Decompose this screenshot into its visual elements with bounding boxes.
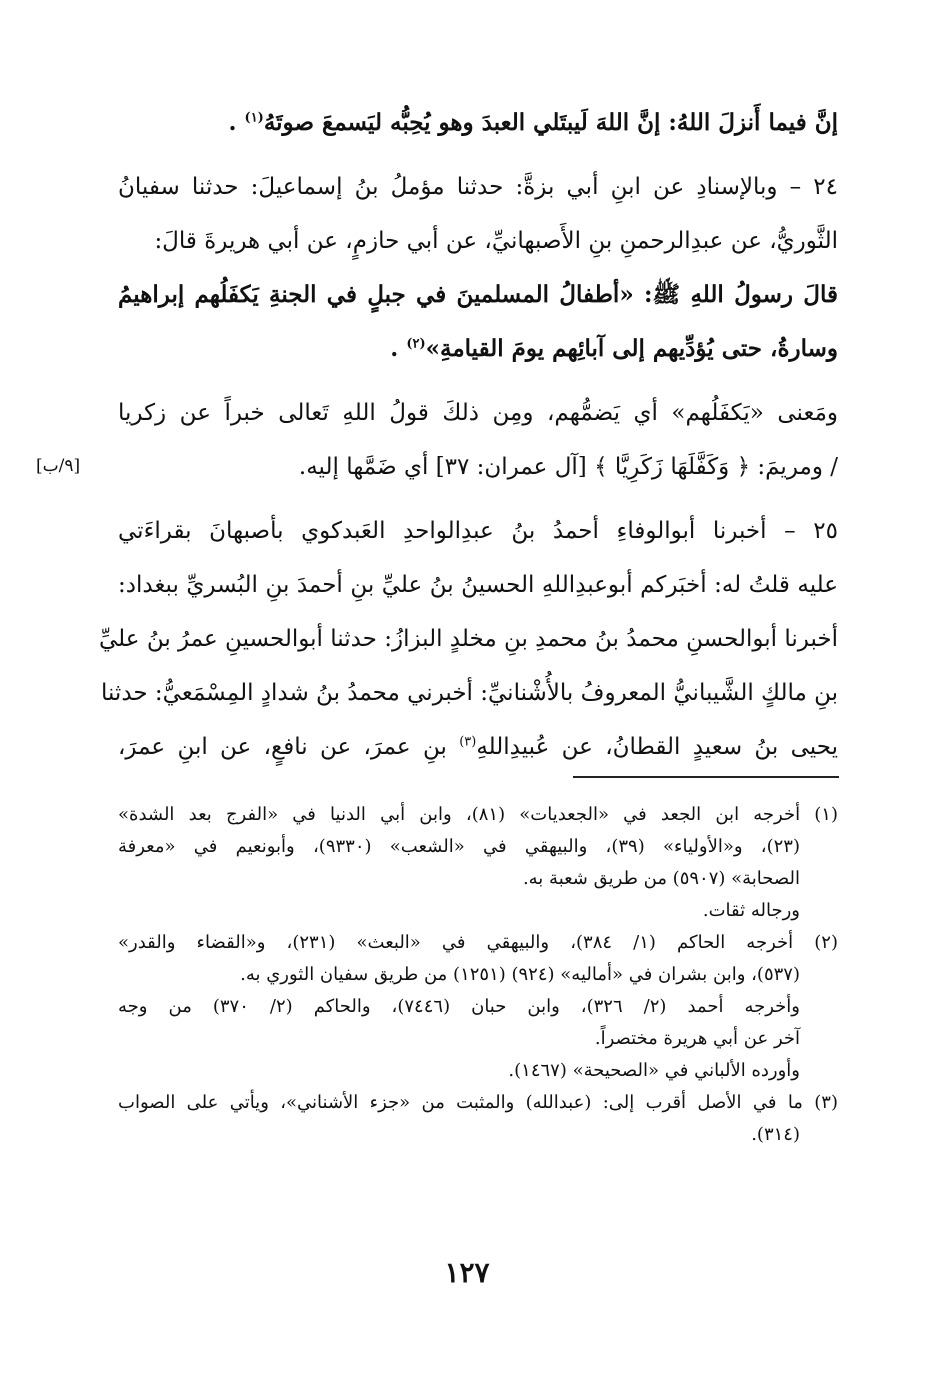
footnote-line: وأورده الألباني في «الصحيحة» (١٤٦٧). (508, 1060, 800, 1081)
footnote-line: (٢٣)، و«الأولياء» (٣٩)، والبيهقي في «الشعب» (٩٣٣٠)، وأبونعيم في «معرفة (118, 836, 800, 857)
text-line-8: ٢٥ – أخبرنا أبوالوفاءِ أحمدُ بنُ عبدِالواحدِ العَبدكوي بأصبهانَ بقراءَتي (118, 518, 838, 544)
text-line-10: أخبرنا أبوالحسنِ محمدُ بنُ محمدِ بنِ مخلدٍ البزازُ: حدثنا أبوالحسينِ عمرُ بنُ عليِّ (99, 626, 838, 652)
line-text: يحيى بنُ سعيدٍ القطانُ، عن عُبيدِاللهِ (476, 734, 838, 760)
text-line-5 (118, 322, 838, 376)
footnote-line: (٣) ما في الأصل أقرب إلى: (عبدالله) والمثبت من «جزء الأشناني»، ويأتي على الصواب (118, 1092, 838, 1113)
line-text: إنَّ فيما أَنزلَ اللهُ: إنَّ اللهَ لَيبتَلي العبدَ وهو يُحِبُّه ليَسمعَ صوتَهُ (263, 109, 838, 136)
text-line-6: ومَعنى «يَكفَلُهم» أي يَضمُّهم، ومِن ذلكَ قولُ اللهِ تَعالى خبراً عن زكريا (118, 400, 838, 426)
manuscript-folio-note: [٩/ب] (36, 456, 81, 476)
footnotes (118, 799, 838, 1151)
text-line-3: الثَّوريُّ، عن عبدِالرحمنِ بنِ الأَصبهانيِّ، عن أبي حازمٍ، عن أبي هريرةَ قالَ: (154, 228, 838, 254)
footnote-line: (٢) أخرجه الحاكم (١/ ٣٨٤)، والبيهقي في «البعث» (٢٣١)، و«القضاء والقدر» (118, 932, 838, 953)
text-line-12 (118, 720, 838, 774)
sentence-end: . (390, 335, 399, 362)
text-line-4: قالَ رسولُ اللهِ ﷺ: «أطفالُ المسلمينَ في جبلٍ في الجنةِ يَكفَلُهم إبراهيمُ (118, 281, 838, 308)
sentence-end: . (228, 109, 237, 136)
footnote-line: آخر عن أبي هريرة مختصراً. (594, 1028, 800, 1049)
footnote-ref-1: (١) (244, 110, 264, 126)
footnote-line: وأخرجه أحمد (٢/ ٣٢٦)، وابن حبان (٧٤٤٦)، والحاكم (٢/ ٣٧٠) من وجه (118, 996, 800, 1017)
footnote-line: ورجاله ثقات. (702, 900, 800, 921)
text-line-11: بنِ مالكٍ الشَّيبانيُّ المعروفُ بالأُشْنانيِّ: أخبرني محمدُ بنُ شدادٍ المِسْمَعيُّ: حدثنا (100, 680, 838, 706)
footnote-line: (١) أخرجه ابن الجعد في «الجعديات» (٨١)، وابن أبي الدنيا في «الفرج بعد الشدة» (118, 804, 838, 825)
footnote-ref-3: (٣) (459, 734, 477, 750)
line-text: وسارةُ، حتى يُؤدِّيهم إلى آبائِهم يومَ القيامةِ» (425, 335, 838, 362)
page-number: ١٢٧ (444, 1256, 490, 1289)
text-line-1 (118, 96, 838, 150)
text-line-7: / ومريمَ: ﴿ وَكَفَّلَهَا زَكَرِيَّا ﴾ [آل عمران: ٣٧] أي ضَمَّها إليه. (298, 454, 838, 480)
text-line-9: عليه قلتُ له: أخبَركم أبوعبدِاللهِ الحسينُ بنُ عليِّ بنِ أحمدَ بنِ البُسريِّ ببغداد: (118, 572, 838, 598)
footnote-line: (٣١٤). (751, 1124, 800, 1145)
footnote-ref-2: (٢) (406, 336, 426, 352)
line-text: بنِ عمرَ، عن نافعٍ، عن ابنِ عمرَ، (118, 734, 447, 760)
main-text (99, 96, 838, 774)
footnote-divider (573, 776, 839, 778)
text-line-2: ٢٤ – وبالإسنادِ عن ابنِ أبي بزةَّ: حدثنا مؤملُ بنُ إسماعيلَ: حدثنا سفيانُ (118, 174, 838, 200)
footnote-line: الصحابة» (٥٩٠٧) من طريق شعبة به. (522, 868, 800, 889)
footnote-line: (٥٣٧)، وابن بشران في «أماليه» (٩٢٤) (١٢٥١) من طريق سفيان الثوري به. (240, 964, 800, 985)
